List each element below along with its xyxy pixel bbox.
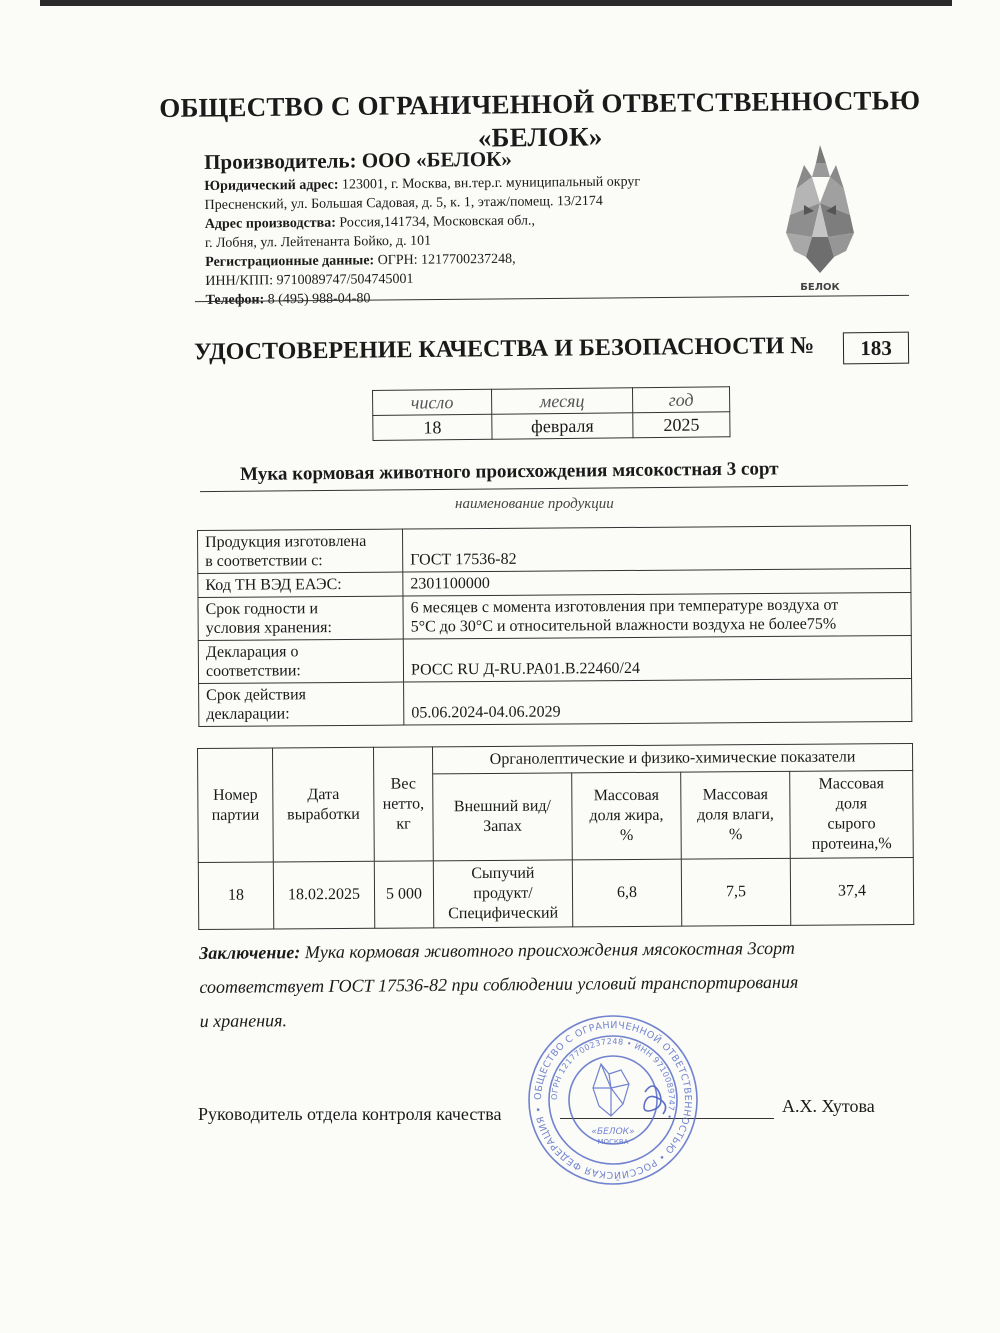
- info-key-line: Срок годности и: [205, 600, 319, 618]
- company-name-line-2: «БЕЛОК»: [477, 121, 603, 153]
- date-table-values: [373, 412, 730, 441]
- info-value: РОСС RU Д-RU.PA01.B.22460/24: [403, 636, 911, 683]
- col-header-line: доля жира,: [589, 806, 664, 825]
- indicators-table: [197, 743, 914, 930]
- cell-date: 18.02.2025: [273, 861, 374, 929]
- col-header-line: Массовая: [593, 786, 660, 805]
- cell-line: Сыпучий: [471, 864, 535, 883]
- product-caption: наименование продукции: [455, 496, 614, 512]
- stamp-city: МОСКВА: [597, 1138, 629, 1146]
- product-info-table: [197, 525, 912, 727]
- info-key: Код ТН ВЭД ЕАЭС:: [198, 572, 403, 597]
- belok-logo: [782, 145, 858, 293]
- col-header-line: кг: [396, 815, 411, 833]
- cell-appearance: [433, 860, 572, 928]
- info-key: [198, 596, 403, 640]
- conclusion-line-3: и хранения.: [199, 1010, 288, 1031]
- info-value-line: 5°С до 30°С и относительной влажности воздуха не более75%: [410, 615, 837, 636]
- cell-batch: 18: [198, 862, 273, 930]
- col-header-line: Внешний вид/: [453, 797, 551, 816]
- info-key-line: Продукция изготовлена: [205, 532, 367, 551]
- info-value-line: 6 месяцев с момента изготовления при температуре воздуха от: [410, 596, 839, 617]
- col-header-protein: [790, 771, 914, 859]
- signature-scribble: [644, 1086, 666, 1114]
- date-header-day: число: [373, 389, 492, 415]
- col-header-line: партии: [211, 806, 260, 824]
- legal-address-2: Пресненский, ул. Большая Садовая, д. 5, к. 1, этаж/помещ. 13/2174: [204, 193, 603, 213]
- signatory-name: А.Х. Хутова: [782, 1096, 875, 1116]
- cell-line: продукт/: [473, 884, 533, 903]
- company-stamp: [525, 1012, 701, 1188]
- certificate-number: 183: [843, 332, 909, 365]
- legal-address-value: 123001, г. Москва, вн.тер.г. муниципальный округ: [338, 174, 641, 193]
- inn-kpp: ИНН/КПП: 9710089747/504745001: [205, 271, 414, 289]
- col-header-line: доля влаги,: [696, 805, 774, 824]
- company-name-line-1: ОБЩЕСТВО С ОГРАНИЧЕННОЙ ОТВЕТСТВЕННОСТЬЮ: [159, 85, 921, 123]
- table-row: [198, 526, 911, 574]
- col-header-date: [273, 747, 375, 862]
- production-address-2: г. Лобня, ул. Лейтенанта Бойко, д. 101: [204, 233, 432, 251]
- date-year: 2025: [633, 412, 730, 438]
- stamp-inner-text: ОГРН 1217700237248 • ИНН 9710089747 •: [549, 1036, 677, 1121]
- col-header-line: Номер: [213, 786, 258, 804]
- col-header-batch: [198, 748, 274, 863]
- table-row: [199, 679, 912, 727]
- col-header-line: Дата: [307, 785, 340, 803]
- stamp-wolf-icon: [593, 1064, 629, 1116]
- cell-moisture: 7,5: [681, 858, 790, 926]
- col-header-fat: [572, 772, 682, 860]
- product-name-underline: [200, 485, 908, 492]
- col-header-line: Массовая: [818, 775, 884, 793]
- cell-weight: 5 000: [374, 861, 433, 928]
- registration-value: ОГРН: 1217700237248,: [374, 251, 516, 269]
- cell-protein: 37,4: [790, 858, 913, 926]
- info-value: [403, 593, 911, 640]
- info-key-line: декларации:: [206, 705, 290, 723]
- info-key: [199, 682, 404, 726]
- col-header-line: Массовая: [702, 786, 769, 804]
- date-header-month: месяц: [491, 388, 632, 414]
- date-table-header: [373, 387, 730, 416]
- col-header-line: нетто,: [382, 794, 425, 813]
- date-day: 18: [373, 414, 492, 440]
- legal-address-label: Юридический адрес:: [204, 177, 339, 194]
- col-header-moisture: [681, 771, 791, 859]
- phone-value: 8 (495) 988-04-80: [264, 291, 371, 308]
- group-header: Органолептические и физико-химические показатели: [432, 744, 912, 774]
- info-key-line: условия хранения:: [205, 619, 333, 637]
- col-header-line: выработки: [287, 805, 360, 823]
- col-header-line: доля: [835, 795, 868, 813]
- info-key-line: соответствии:: [205, 662, 301, 680]
- cell-line: Специфический: [448, 904, 559, 923]
- conclusion-line-2: соответствует ГОСТ 17536-82 при соблюдении условий транспортирования: [199, 971, 799, 997]
- registration-label: Регистрационные данные:: [205, 253, 375, 270]
- production-address-value: Россия,141734, Московская обл.,: [335, 213, 536, 231]
- signatory-title: Руководитель отдела контроля качества: [198, 1104, 502, 1124]
- col-header-line: %: [619, 826, 634, 845]
- col-header-line: сырого: [827, 815, 876, 833]
- info-key: [198, 639, 403, 683]
- stamp-center-text: «БЕЛОК»: [591, 1127, 635, 1137]
- product-name: Мука кормовая животного происхождения мясокостная 3 сорт: [240, 458, 779, 485]
- col-header-line: %: [728, 826, 743, 844]
- stamp-outer-text: ОБЩЕСТВО С ОГРАНИЧЕННОЙ ОТВЕТСТВЕННОСТЬЮ • РОССИЙСКАЯ ФЕДЕРАЦИЯ •: [532, 1019, 694, 1181]
- info-key-line: Декларация о: [205, 643, 299, 661]
- date-table: [372, 386, 731, 441]
- date-header-year: год: [632, 387, 729, 413]
- col-header-weight: [373, 747, 433, 861]
- col-header-line: протеина,%: [811, 835, 892, 853]
- scan-top-edge: [40, 0, 952, 6]
- table-row: [198, 593, 911, 641]
- logo-text: БЕЛОК: [800, 282, 840, 293]
- certificate-title: УДОСТОВЕРЕНИЕ КАЧЕСТВА И БЕЗОПАСНОСТИ №: [193, 332, 815, 366]
- info-value: 2301100000: [403, 569, 911, 597]
- table-row: [198, 636, 911, 684]
- phone-label: Телефон:: [205, 292, 265, 308]
- table-row: [198, 858, 913, 930]
- info-value: 05.06.2024-04.06.2029: [404, 679, 912, 726]
- cell-fat: 6,8: [572, 859, 681, 927]
- date-month: февраля: [492, 413, 633, 439]
- col-header-line: Вес: [390, 774, 416, 793]
- col-header-line: Запах: [483, 817, 522, 836]
- producer-block: [204, 144, 766, 310]
- conclusion-label: Заключение:: [199, 942, 301, 963]
- info-key-line: Срок действия: [206, 686, 307, 704]
- producer-title: Производитель: ООО «БЕЛОК»: [204, 146, 512, 174]
- info-value: ГОСТ 17536-82: [402, 526, 910, 573]
- info-key-line: в соответствии с:: [205, 552, 323, 570]
- col-header-appearance: [433, 773, 573, 861]
- conclusion-text: Мука кормовая животного происхождения мясокостная 3сорт: [300, 937, 795, 963]
- info-key: [198, 529, 403, 573]
- production-address-label: Адрес производства:: [204, 215, 336, 232]
- wolf-head-icon: [782, 145, 858, 280]
